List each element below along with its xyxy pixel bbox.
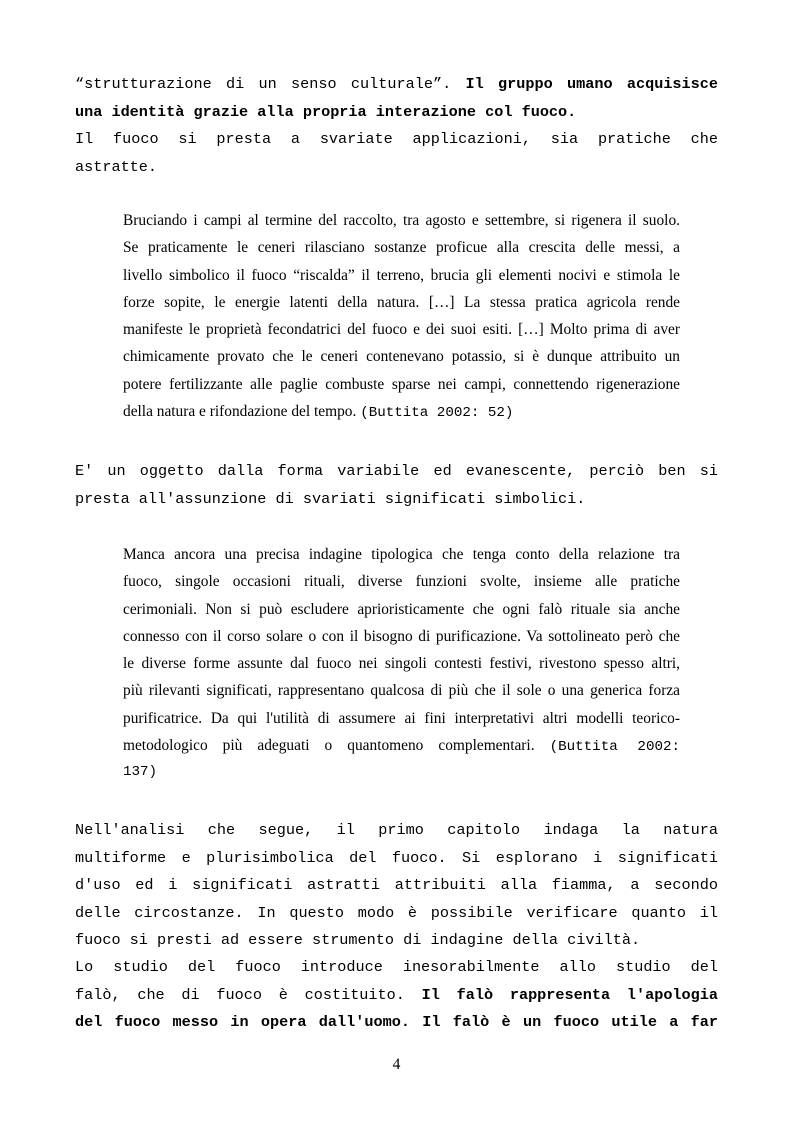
paragraph-4-line-1: Lo studio del fuoco introduce inesorabilmente allo studio del: [75, 958, 718, 976]
paragraph-1-line-4: astratte.: [75, 157, 158, 176]
citation: (Buttita 2002: 52): [360, 405, 514, 422]
text-bold: Il falò rappresenta l'apologia: [421, 985, 718, 1004]
paragraph-1: [75, 71, 718, 181]
block-quote-1: [123, 207, 680, 425]
text-normal: “strutturazione di un senso culturale”.: [75, 75, 466, 93]
quote-2-line: più rilevanti significati, rappresentano qualcosa di più che il sole o una generica forza: [123, 682, 680, 700]
quote-2-line: Manca ancora una precisa indagine tipologica che tenga conto della relazione tra: [123, 546, 680, 563]
quote-2-line: cerimoniali. Non si può escludere aprioristicamente che ogni falò rituale sia anche: [123, 600, 680, 618]
text-bold: Il gruppo umano acquisisce: [465, 75, 718, 93]
paragraph-3: [75, 817, 718, 955]
quote-2-line-8-text: metodologico più adeguati o quantomeno complementari.: [123, 737, 550, 755]
paragraph-3-line: d'uso ed i significati astratti attribuiti alla fiamma, a secondo: [75, 876, 718, 894]
paragraph-1-line-2: una identità grazie alla propria interazione col fuoco.: [75, 102, 577, 121]
paragraph-3-line: Nell'analisi che segue, il primo capitolo indaga la natura: [75, 821, 718, 839]
quote-2-line: connesso con il corso solare o con il bisogno di purificazione. Va sottolineato però che: [123, 627, 680, 645]
paragraph-2-line-1: E' un oggetto dalla forma variabile ed evanescente, perciò ben si: [75, 462, 718, 480]
paragraph-1-line-1: [75, 71, 718, 99]
quote-1-line: forze sopite, le energie latenti della natura. […] La stessa pratica agricola rende: [123, 293, 680, 311]
quote-2-line: fuoco, singole occasioni rituali, diverse funzioni svolte, insieme alle pratiche: [123, 573, 680, 591]
citation: (Buttita 2002:: [549, 739, 680, 756]
quote-1-line: Se praticamente le ceneri rilasciano sostanze proficue alla crescita delle messi, a: [123, 239, 680, 257]
paragraph-3-line: multiforme e plurisimbolica del fuoco. Si esplorano i significati: [75, 848, 718, 867]
quote-2-line: purificatrice. Da qui l'utilità di assumere ai fini interpretativi altri modelli teorico-: [123, 709, 680, 727]
quote-1-line: manifeste le proprietà fecondatrici del fuoco e dei suoi esiti. […] Molto prima di aver: [123, 321, 680, 339]
quote-2-line-8: [123, 732, 680, 759]
page-number: 4: [392, 1056, 401, 1073]
paragraph-4: [75, 954, 718, 1037]
text-normal: falò, che di fuoco è costituito.: [75, 985, 422, 1004]
paragraph-1-line-3: Il fuoco si presta a svariate applicazioni, sia pratiche che: [75, 130, 718, 148]
citation-continued: 137): [123, 764, 158, 781]
quote-1-last-line: [123, 398, 680, 425]
quote-1-line: potere fertilizzante alle paglie combuste sparse nei campi, connettendo rigenerazione: [123, 375, 680, 393]
paragraph-2-line-2: presta all'assunzione di svariati significati simbolici.: [75, 489, 586, 508]
paragraph-4-line-3: del fuoco messo in opera dall'uomo. Il falò è un fuoco utile a far: [75, 1013, 718, 1031]
paragraph-3-last-line: fuoco si presti ad essere strumento di indagine della civiltà.: [75, 931, 641, 949]
paragraph-2: [75, 458, 718, 513]
block-quote-2: [123, 541, 680, 787]
paragraph-3-line: delle circostanze. In questo modo è possibile verificare quanto il: [75, 903, 718, 922]
quote-1-line: chimicamente provato che le ceneri contenevano potassio, si è dunque attribuito un: [123, 348, 680, 366]
quote-1-last-text: della natura e rifondazione del tempo.: [123, 403, 357, 421]
paragraph-4-line-2: [75, 982, 718, 1010]
quote-1-line: Bruciando i campi al termine del raccolto, tra agosto e settembre, si rigenera il suolo.: [123, 212, 680, 229]
quote-2-line: le diverse forme assunte dal fuoco nei singoli contesti festivi, rivestono spesso altri,: [123, 655, 680, 673]
quote-1-line: livello simbolico il fuoco “riscalda” il terreno, brucia gli elementi nocivi e stimola le: [123, 266, 680, 284]
